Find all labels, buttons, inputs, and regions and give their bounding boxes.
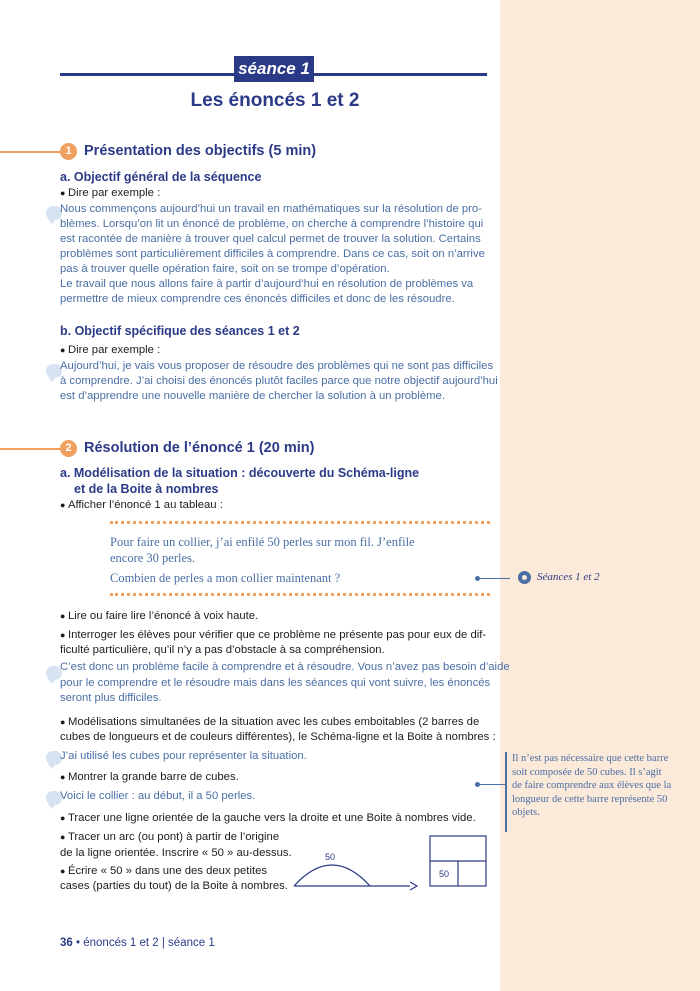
arc-bridge — [294, 865, 370, 886]
footer-text: énoncés 1 et 2 | séance 1 — [83, 937, 215, 949]
section-1-number: 1 — [60, 143, 77, 160]
section-1a-title: a. Objectif général de la séquence — [60, 170, 262, 184]
statement-line: encore 30 perles. — [110, 551, 196, 565]
model-bullet: ● Modélisations simultanées de la situation avec les cubes emboitables (2 barres de — [60, 715, 479, 731]
section-1b-title: b. Objectif spécifique des séances 1 et 2 — [60, 324, 300, 338]
section-1a-bullet: ● Dire par exemple : — [60, 186, 160, 202]
statement-bottom-border — [110, 593, 490, 596]
write-bullet: ● Écrire « 50 » dans une des deux petites — [60, 864, 267, 880]
text-line: est racontée de manière à trouver quel calcul permet de trouver la solution. Certains — [60, 233, 481, 245]
statement-top-border — [110, 521, 490, 524]
arc-bullet-cont: de la ligne orientée. Inscrire « 50 » au-dessus. — [60, 847, 292, 859]
text-line: à comprendre. J’ai choisi des énoncés plutôt faciles parce que notre objectif aujourd’hui — [60, 375, 498, 387]
text-line: C’est donc un problème facile à comprendre et à résoudre. Vous n’avez pas besoin d’aide — [60, 661, 510, 673]
text-line: seront plus difficiles. — [60, 692, 162, 704]
text-line: Le travail que nous allons faire à partir d’aujourd’hui en résolution de problèmes va — [60, 278, 474, 290]
show-bullet: ● Montrer la grande barre de cubes. — [60, 770, 239, 786]
page-number: 36 — [60, 937, 73, 949]
margin-column — [500, 0, 700, 991]
text-line: permettre de mieux comprendre ces énoncés difficiles et donc de les résoudre. — [60, 293, 455, 305]
display-bullet: ● Afficher l’énoncé 1 au tableau : — [60, 498, 223, 514]
ask-bullet: ● Interroger les élèves pour vérifier que ce problème ne présente pas pour eux de dif- — [60, 628, 486, 644]
text-line: Nous commençons aujourd’hui un travail en mathématiques sur la résolution de pro- — [60, 203, 482, 215]
note-bar — [505, 752, 507, 832]
write-bullet-cont: cases (parties du tout) de la Boite à nombres. — [60, 880, 288, 892]
ask-bullet-cont: ficulté particulière, qu’il n’y a pas d’obstacle à sa compréhension. — [60, 644, 385, 656]
section-2-line — [0, 448, 62, 450]
text-line: J’ai utilisé les cubes pour représenter la situation. — [60, 750, 307, 762]
note-connector — [478, 784, 505, 785]
model-bullet-cont: cubes de longueurs et de couleurs différentes), le Schéma-ligne et la Boite à nombres : — [60, 731, 496, 743]
statement-question: Combien de perles a mon collier maintenant ? — [110, 571, 341, 585]
page-title: Les énoncés 1 et 2 — [190, 90, 360, 111]
arc-label: 50 — [324, 852, 336, 862]
connector-dot — [475, 782, 480, 787]
sidebar-note: Il n’est pas nécessaire que cette barre soit composée de 50 cubes. Il s’agit de faire comprendre aux élèves que la longueur de cette barre représente 50 objets. — [512, 753, 672, 819]
cd-icon — [518, 571, 531, 584]
section-2-number: 2 — [60, 440, 77, 457]
footer-bullet: • — [76, 937, 84, 949]
seance-tag: séance 1 — [234, 56, 314, 82]
text-line: Aujourd’hui, je vais vous proposer de résoudre des problèmes qui ne sont pas difficiles — [60, 360, 494, 372]
sidebar-reference: Séances 1 et 2 — [537, 571, 600, 583]
line-bullet: ● Tracer une ligne orientée de la gauche vers la droite et une Boite à nombres vide. — [60, 811, 476, 827]
reference-connector — [478, 578, 510, 579]
text-line: pas à trouver quelle opération faire, soit on se trompe d’opération. — [60, 263, 390, 275]
section-2-title: Résolution de l’énoncé 1 (20 min) — [84, 440, 315, 456]
text-line: Voici le collier : au début, il a 50 perles. — [60, 790, 256, 802]
line-arrow-icon — [410, 882, 417, 890]
section-1-line — [0, 151, 62, 153]
connector-dot — [475, 576, 480, 581]
section-1b-bullet: ● Dire par exemple : — [60, 343, 160, 359]
text-line: problèmes sont particulièrement difficiles à comprendre. Dans ce cas, soit on n’arrive — [60, 248, 485, 260]
section-1-title: Présentation des objectifs (5 min) — [84, 143, 317, 159]
read-bullet: ● Lire ou faire lire l’énoncé à voix haute. — [60, 609, 258, 625]
statement-line: Pour faire un collier, j’ai enfilé 50 perles sur mon fil. J’enfile — [110, 535, 415, 549]
section-2a-title: a. Modélisation de la situation : découverte du Schéma-ligne — [60, 466, 420, 480]
text-line: est d’apprendre une nouvelle manière de chercher la solution à un problème. — [60, 390, 445, 402]
text-line: pour le comprendre et le résoudre mais dans les séances qui vont suivre, les énoncés — [60, 677, 491, 689]
arc-bullet: ● Tracer un arc (ou pont) à partir de l’origine — [60, 830, 279, 846]
footer — [60, 937, 215, 949]
number-box-value: 50 — [438, 869, 450, 879]
text-line: blèmes. Lorsqu’on lit un énoncé de problème, on cherche à comprendre l’histoire qui — [60, 218, 484, 230]
section-2a-title-cont: et de la Boite à nombres — [74, 482, 219, 496]
schema-diagram — [290, 830, 490, 892]
